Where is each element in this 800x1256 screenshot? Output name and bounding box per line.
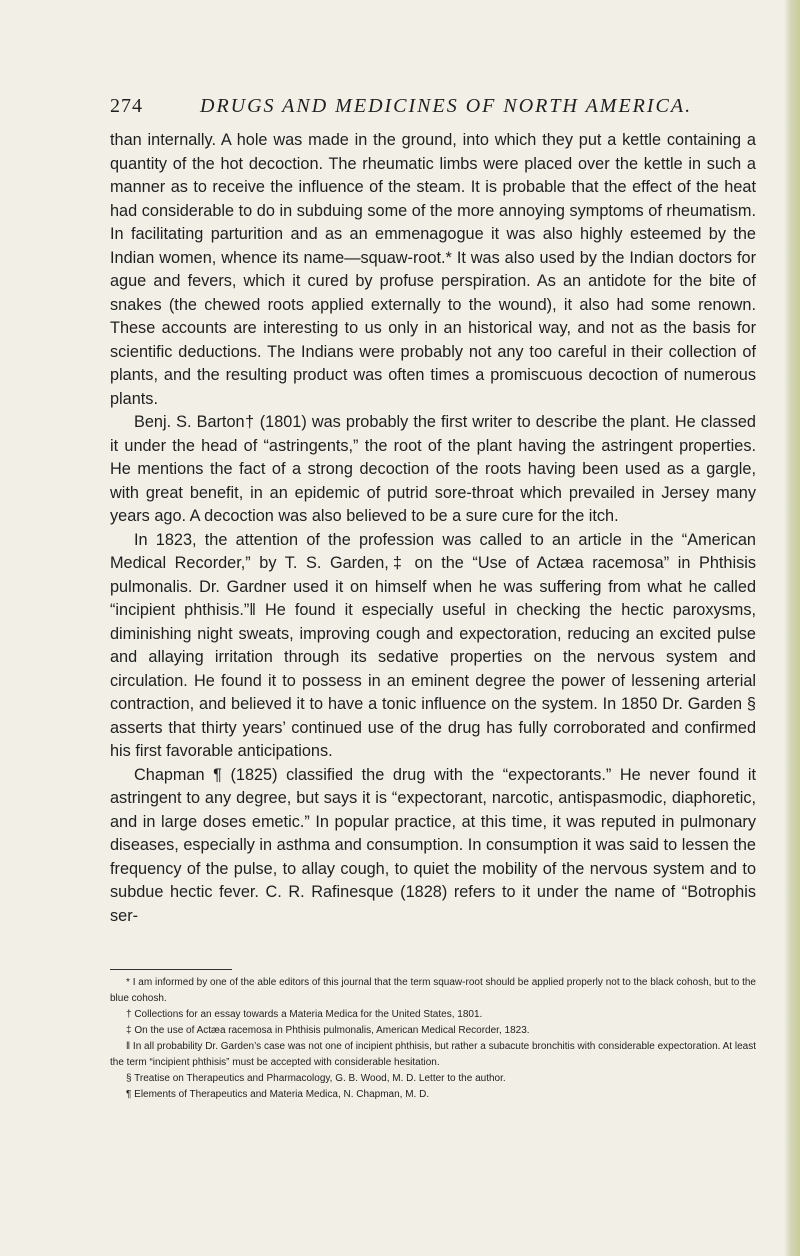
body-text	[110, 129, 756, 928]
footnote: ¶ Elements of Therapeutics and Materia Medica, N. Chapman, M. D.	[126, 1089, 430, 1100]
footnote: ‡ On the use of Actæa racemosa in Phthisis pulmonalis, American Medical Recorder, 1823.	[126, 1025, 530, 1036]
page-header	[110, 95, 750, 121]
footnote: ‖ In all probability Dr. Garden’s case was not one of incipient phthisis, but rather a subacute bronchitis with considerable expectoration. At least the term “incipient phthisis” must be accepted with considerable hesitation.	[110, 1041, 756, 1068]
paragraph: In 1823, the attention of the profession was called to an article in the “American Medical Recorder,” by T. S. Garden,‡ on the “Use of Actæa racemosa” in Phthisis pulmonalis. Dr. Gardner used it on himself when he was suffering from what he called “incipient phthisis.”‖ He found it especially useful in checking the hectic paroxysms, diminishing night sweats, improving cough and expectoration, reducing an excited pulse and allaying irritation through its sedative properties on the nervous system and circulation. He found it to possess in an eminent degree the power of lessening arterial contraction, and believed it to have a tonic influence on the system. In 1850 Dr. Garden § asserts that thirty years’ continued use of the drug has fully corroborated and confirmed his first favorable anticipations.	[110, 530, 756, 760]
footnote: † Collections for an essay towards a Materia Medica for the United States, 1801.	[126, 1009, 483, 1020]
paragraph: Chapman ¶ (1825) classified the drug with the “expectorants.” He never found it astringent to any degree, but says it is “expectorant, narcotic, antispasmodic, diaphoretic, and in large doses emetic.” In popular practice, at this time, it was reputed in pulmonary diseases, especially in asthma and consumption. In consumption it was said to lessen the frequency of the pulse, to allay cough, to quiet the mobility of the nervous system and to subdue hectic fever. C. R. Rafinesque (1828) refers to it under the name of “Botrophis ser-	[110, 765, 756, 925]
page-edge-shadow	[784, 0, 800, 1256]
page-number: 274	[110, 95, 143, 117]
paragraph: than internally. A hole was made in the ground, into which they put a kettle containing a quantity of the hot decoction. The rheumatic limbs were placed over the kettle in such a manner as to receive the influence of the steam. It is probable that the effect of the heat had considerable to do in subduing some of the more annoying symptoms of rheumatism. In facilitating parturition and as an emmenagogue it was also highly esteemed by the Indian women, whence its name—squaw-root.* It was also used by the Indian doctors for ague and fevers, which it cured by profuse perspiration. As an antidote for the bite of snakes (the chewed roots applied externally to the wound), it also had some renown. These accounts are interesting to us only in an historical way, and not as the basis for scientific deductions. The Indians were probably not any too careful in their collection of plants, and the resulting product was often times a promiscuous decoction of numerous plants.	[110, 131, 756, 408]
running-head: DRUGS AND MEDICINES OF NORTH AMERICA.	[200, 95, 693, 117]
footnote: § Treatise on Therapeutics and Pharmacology, G. B. Wood, M. D. Letter to the author.	[126, 1073, 506, 1084]
footnote-rule	[110, 969, 232, 970]
footnotes	[110, 975, 756, 1103]
paragraph: Benj. S. Barton† (1801) was probably the first writer to describe the plant. He classed it under the head of “astringents,” the root of the plant having the astringent properties. He mentions the fact of a strong decoction of the roots having been used as a gargle, with great benefit, in an epidemic of putrid sore-throat which prevailed in Jersey many years ago. A decoction was also believed to be a sure cure for the itch.	[110, 413, 756, 525]
footnote: * I am informed by one of the able editors of this journal that the term squaw-root should be applied properly not to the black cohosh, but to the blue cohosh.	[110, 977, 756, 1004]
